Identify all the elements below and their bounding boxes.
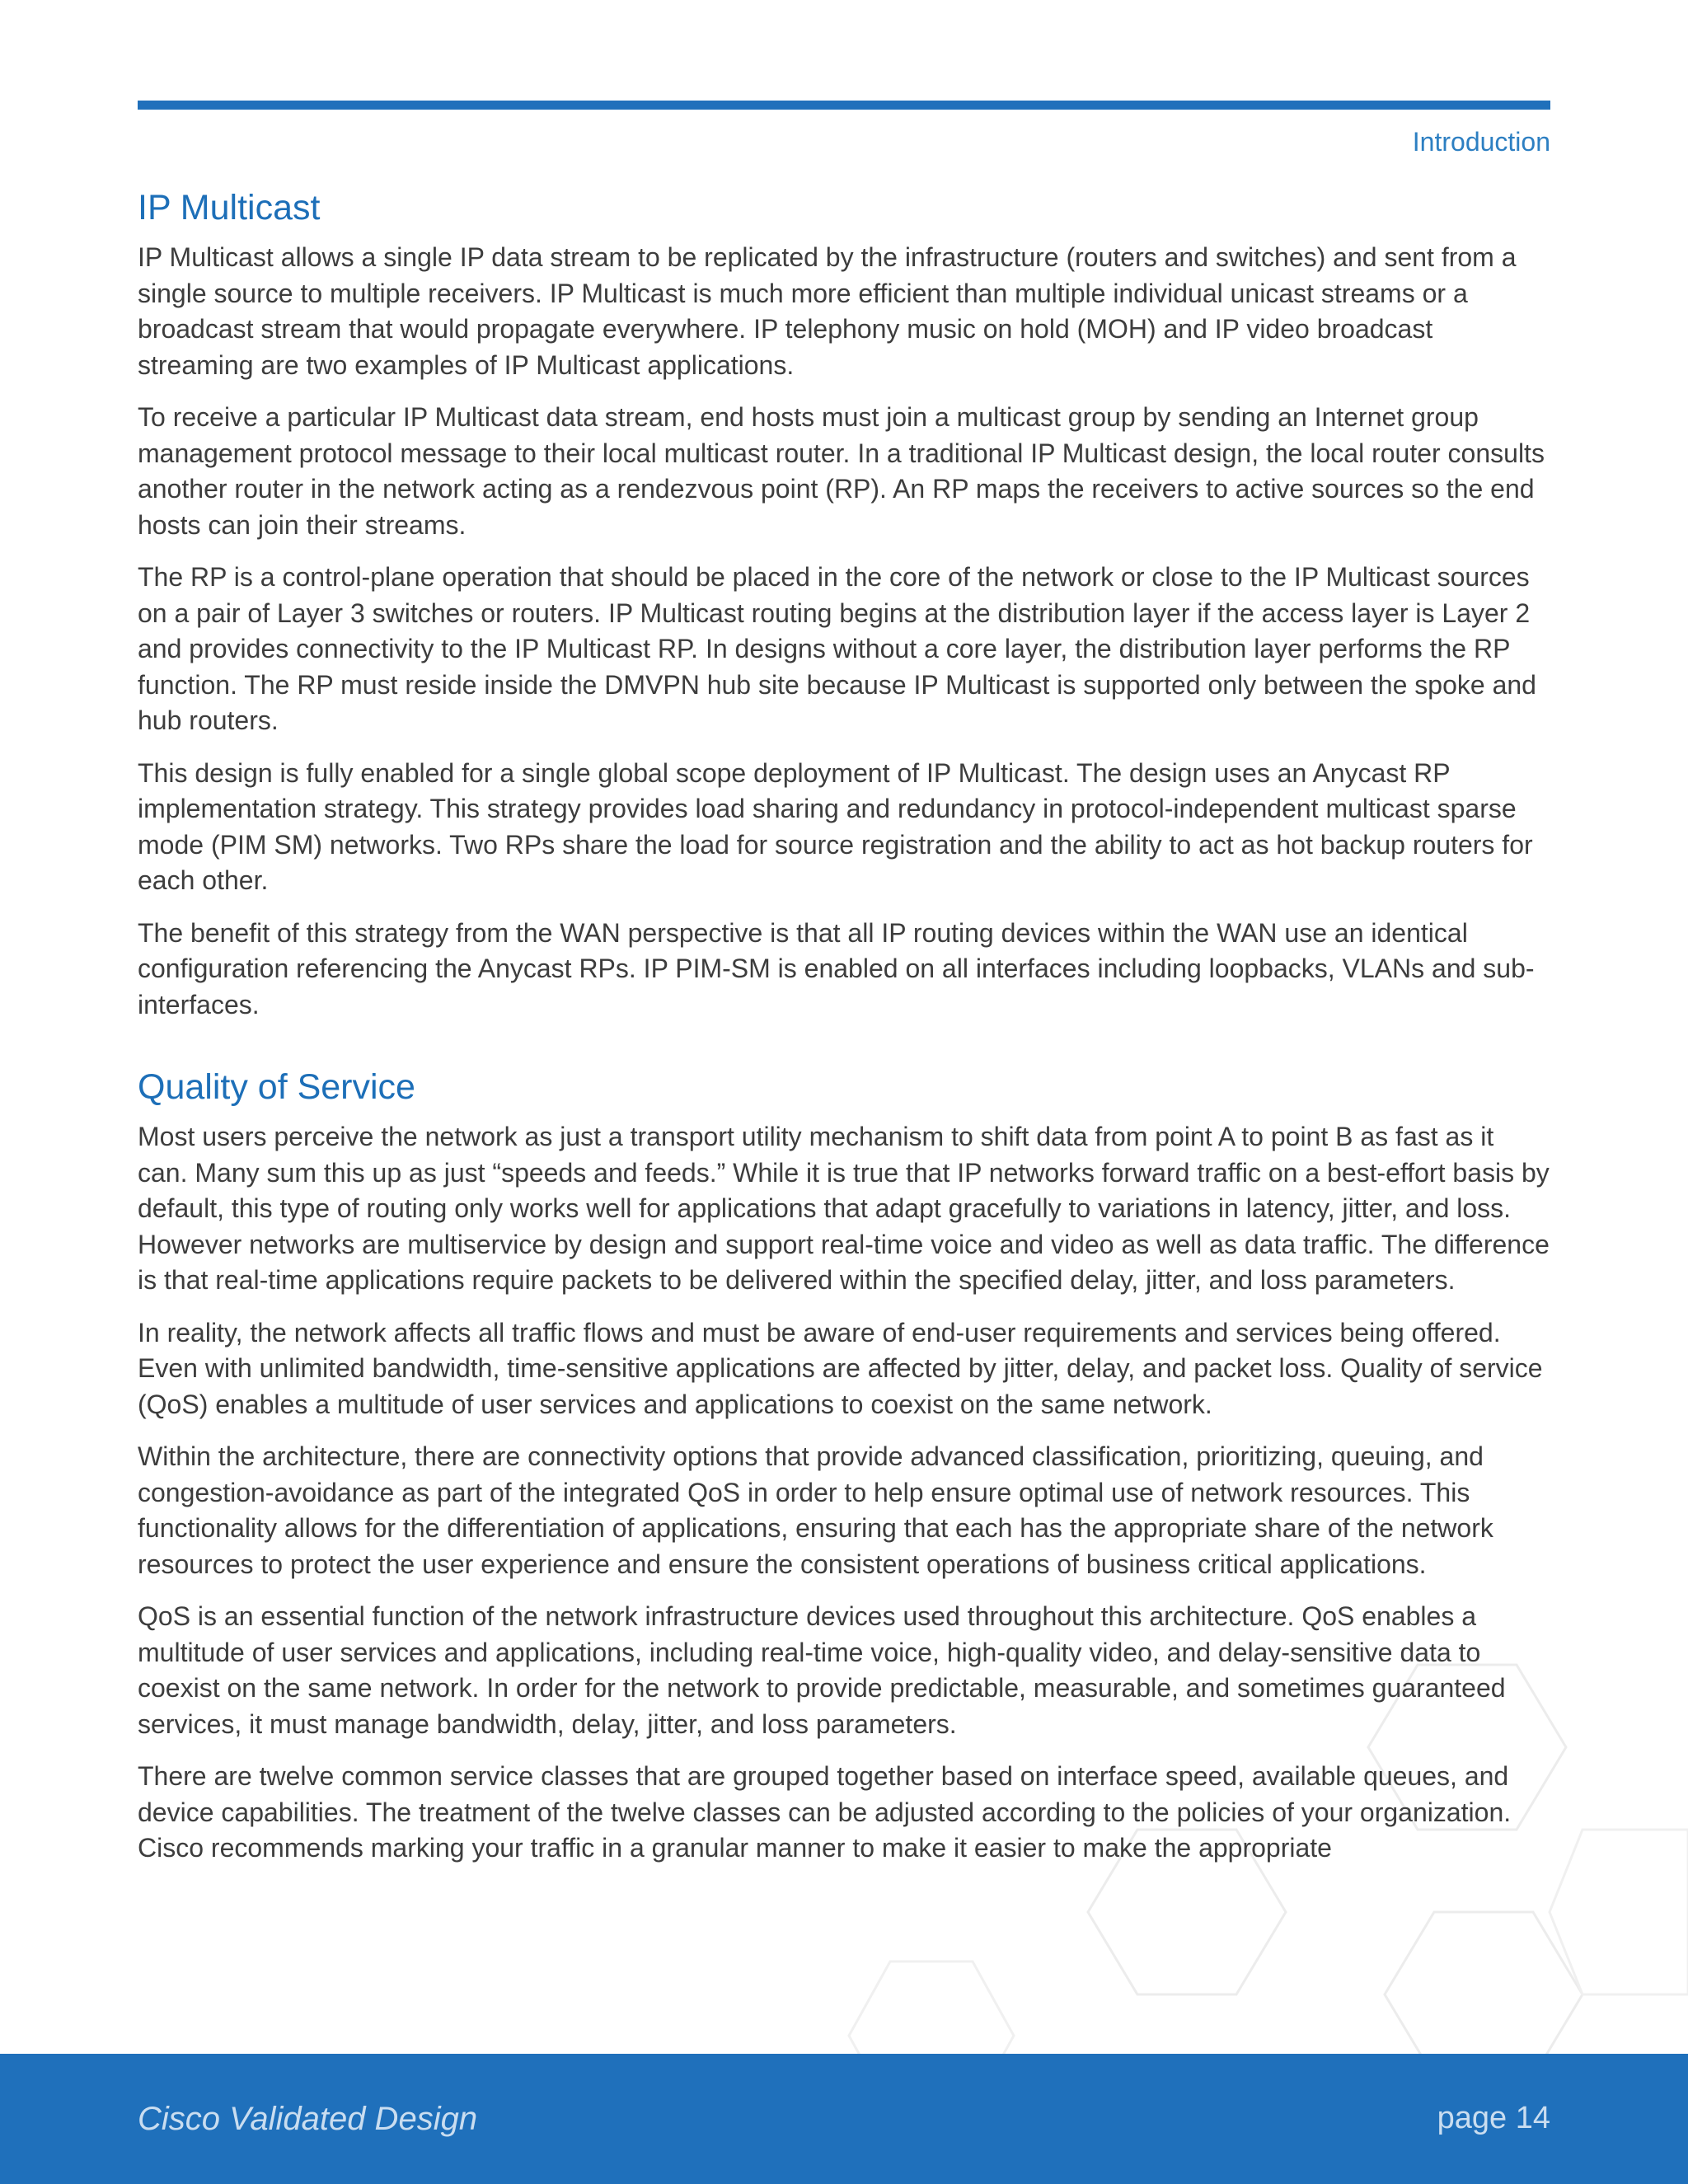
footer-doc-title: Cisco Validated Design	[138, 2101, 478, 2137]
paragraph: Within the architecture, there are connectivity options that provide advanced classification, prioritizing, queuing, and congestion-avoidance as part of the integrated QoS in order to help ensure optimal use of network resources. This functionality allows for the differentiation of applications, ensuring that each has the appropriate share of the network resources to protect the user experience and ensure the consistent operations of business critical applications.	[138, 1441, 1493, 1579]
paragraph: IP Multicast allows a single IP data stream to be replicated by the infrastructure (routers and switches) and sent from a single source to multiple receivers. IP Multicast is much more efficient than multiple individual unicast streams or a broadcast stream that would propagate everywhere. IP telephony music on hold (MOH) and IP video broadcast streaming are two examples of IP Multicast applications.	[138, 242, 1517, 380]
section-heading: Quality of Service	[138, 1067, 415, 1107]
section-heading: IP Multicast	[138, 188, 321, 227]
header-rule	[138, 101, 1550, 110]
section-quality-of-service	[138, 1062, 1550, 1867]
paragraph: Most users perceive the network as just a transport utility mechanism to shift data from point A to point B as fast as it can. Many sum this up as just “speeds and feeds.” While it is true that IP networks forward traffic on a best-effort basis by default, this type of routing only works well for applications that adapt gracefully to variations in latency, jitter, and loss. However networks are multiservice by design and support real-time voice and video as well as data traffic. The difference is that real-time applications require packets to be delivered within the specified delay, jitter, and loss parameters.	[138, 1122, 1550, 1295]
section-ip-multicast	[138, 183, 1550, 1023]
paragraph: The benefit of this strategy from the WAN perspective is that all IP routing devices within the WAN use an identical configuration referencing the Anycast RPs. IP PIM-SM is enabled on all interfaces including loopbacks, VLANs and sub-interfaces.	[138, 917, 1535, 1019]
paragraph: QoS is an essential function of the network infrastructure devices used throughout this architecture. QoS enables a multitude of user services and applications, including real-time voice, high-quality video, and delay-sensitive data to coexist on the same network. In order for the network to provide predictable, measurable, and sometimes guaranteed services, it must manage bandwidth, delay, jitter, and loss parameters.	[138, 1601, 1506, 1739]
page-content	[138, 183, 1550, 1883]
paragraph: This design is fully enabled for a single global scope deployment of IP Multicast. The design uses an Anycast RP implementation strategy. This strategy provides load sharing and redundancy in protocol-independent multicast sparse mode (PIM SM) networks. Two RPs share the load for source registration and the ability to act as hot backup routers for each other.	[138, 757, 1533, 895]
running-header: Introduction	[1412, 127, 1550, 157]
paragraph: To receive a particular IP Multicast data stream, end hosts must join a multicast group by sending an Internet group management protocol message to their local multicast router. In a traditional IP Multicast design, the local router consults another router in the network acting as a rendezvous point (RP). An RP maps the receivers to active sources so the end hosts can join their streams.	[138, 402, 1545, 540]
page-number: page 14	[1437, 2101, 1550, 2135]
paragraph: The RP is a control-plane operation that should be placed in the core of the network or close to the IP Multicast sources on a pair of Layer 3 switches or routers. IP Multicast routing begins at the distribution layer if the access layer is Layer 2 and provides connectivity to the IP Multicast RP. In designs without a core layer, the distribution layer performs the RP function. The RP must reside inside the DMVPN hub site because IP Multicast is supported only between the spoke and hub routers.	[138, 562, 1536, 735]
paragraph: In reality, the network affects all traffic flows and must be aware of end-user requirements and services being offered. Even with unlimited bandwidth, time-sensitive applications are affected by jitter, delay, and packet loss. Quality of service (QoS) enables a multitude of user services and applications to coexist on the same network.	[138, 1317, 1543, 1419]
paragraph: There are twelve common service classes that are grouped together based on interface speed, available queues, and device capabilities. The treatment of the twelve classes can be adjusted according to the policies of your organization. Cisco recommends marking your traffic in a granular manner to make it easier to make the appropriate	[138, 1761, 1512, 1863]
